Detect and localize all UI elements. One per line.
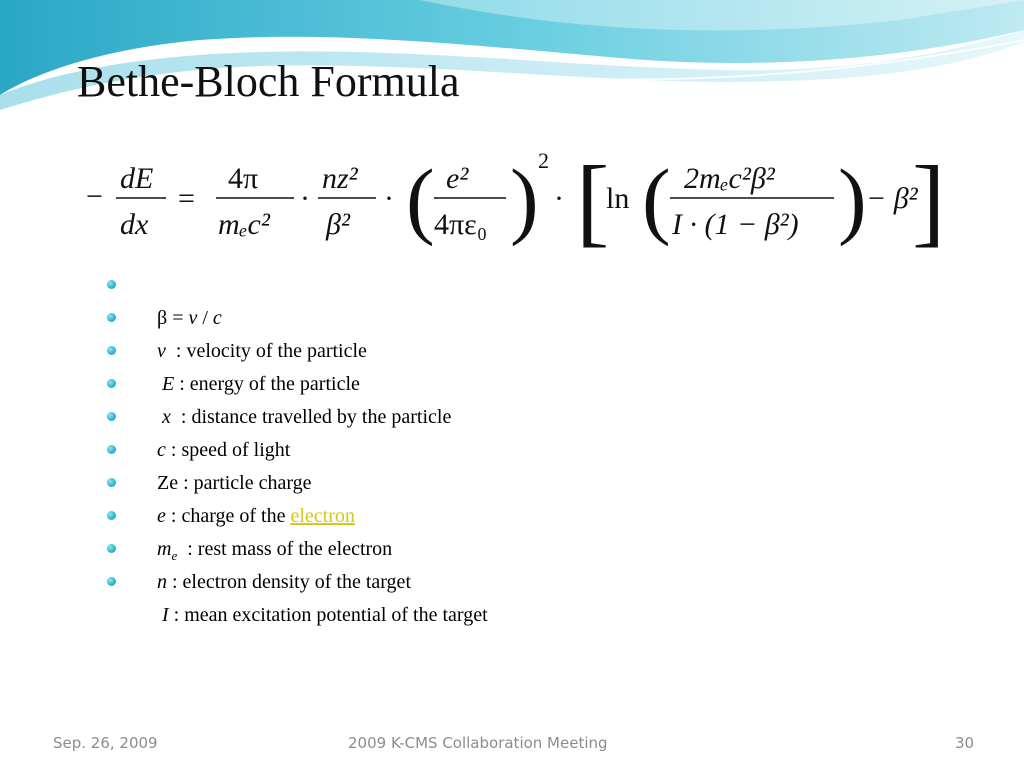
- bullet-icon: [107, 445, 116, 454]
- bullet-rest-mass: $m_e$ : rest mass of the electron: [107, 500, 488, 533]
- formula-minus: −: [86, 180, 103, 213]
- electron-link[interactable]: electron: [290, 505, 355, 527]
- formula-frac2-denominator: β²: [326, 208, 350, 241]
- bullet-electron-density: n : electron density of the target: [107, 533, 488, 566]
- formula-ln: ln: [606, 182, 630, 215]
- formula-frac2-numerator: nz²: [322, 162, 358, 195]
- bullet-energy: E : energy of the particle: [107, 335, 488, 368]
- slide-title: Bethe-Bloch Formula: [77, 57, 460, 106]
- bethe-bloch-formula: [86, 145, 946, 256]
- bullet-icon: [107, 280, 116, 289]
- formula-bracket-open: [: [576, 145, 610, 256]
- formula-frac1-numerator: 4π: [228, 162, 259, 195]
- bullet-icon: [107, 379, 116, 388]
- formula-dot-3: ·: [554, 182, 564, 215]
- formula-frac3-denominator: 4πε₀: [434, 208, 488, 241]
- formula-lhs-denominator: dx: [120, 208, 149, 241]
- bullet-icon: [107, 313, 116, 322]
- formula-frac4-denominator: I · (1 − β²): [672, 208, 799, 241]
- bullet-icon: [107, 346, 116, 355]
- bullet-icon: [107, 511, 116, 520]
- formula-lhs-numerator: dE: [120, 162, 154, 195]
- formula-tail: − β²: [866, 182, 918, 215]
- formula-bracket-close: ]: [912, 145, 946, 256]
- formula-dot-2: ·: [384, 182, 394, 215]
- formula-dot-1: ·: [300, 182, 310, 215]
- formula-paren-close-1: ): [510, 151, 539, 247]
- formula-paren-open-2: (: [642, 151, 671, 247]
- bullet-icon: [107, 478, 116, 487]
- bullet-velocity: v : velocity of the particle: [107, 302, 488, 335]
- bullet-distance: x : distance travelled by the particle: [107, 368, 488, 401]
- bullet-excitation-potential: I : mean excitation potential of the target: [107, 566, 488, 599]
- footer-date: Sep. 26, 2009: [53, 734, 158, 752]
- footer-page-number: 30: [955, 734, 975, 752]
- definition-list: [107, 269, 488, 626]
- bullet-beta: β = v / c: [107, 269, 488, 302]
- formula-paren-close-2: ): [838, 151, 867, 247]
- formula-power: 2: [538, 148, 549, 173]
- bullet-icon: [107, 544, 116, 553]
- bullet-icon: [107, 412, 116, 421]
- formula-paren-open-1: (: [406, 151, 435, 247]
- bullet-electron-charge: e : charge of the electron: [107, 467, 488, 500]
- bullet-icon: [107, 577, 116, 586]
- formula-frac4-numerator: 2mₑc²β²: [684, 162, 775, 195]
- formula-equals: =: [178, 182, 195, 215]
- formula-frac3-numerator: e²: [446, 162, 469, 195]
- bullet-speed-of-light: c : speed of light: [107, 401, 488, 434]
- footer-title: 2009 K-CMS Collaboration Meeting: [348, 734, 608, 752]
- bullet-particle-charge: Ze : particle charge: [107, 434, 488, 467]
- formula-frac1-denominator: mₑc²: [218, 208, 270, 241]
